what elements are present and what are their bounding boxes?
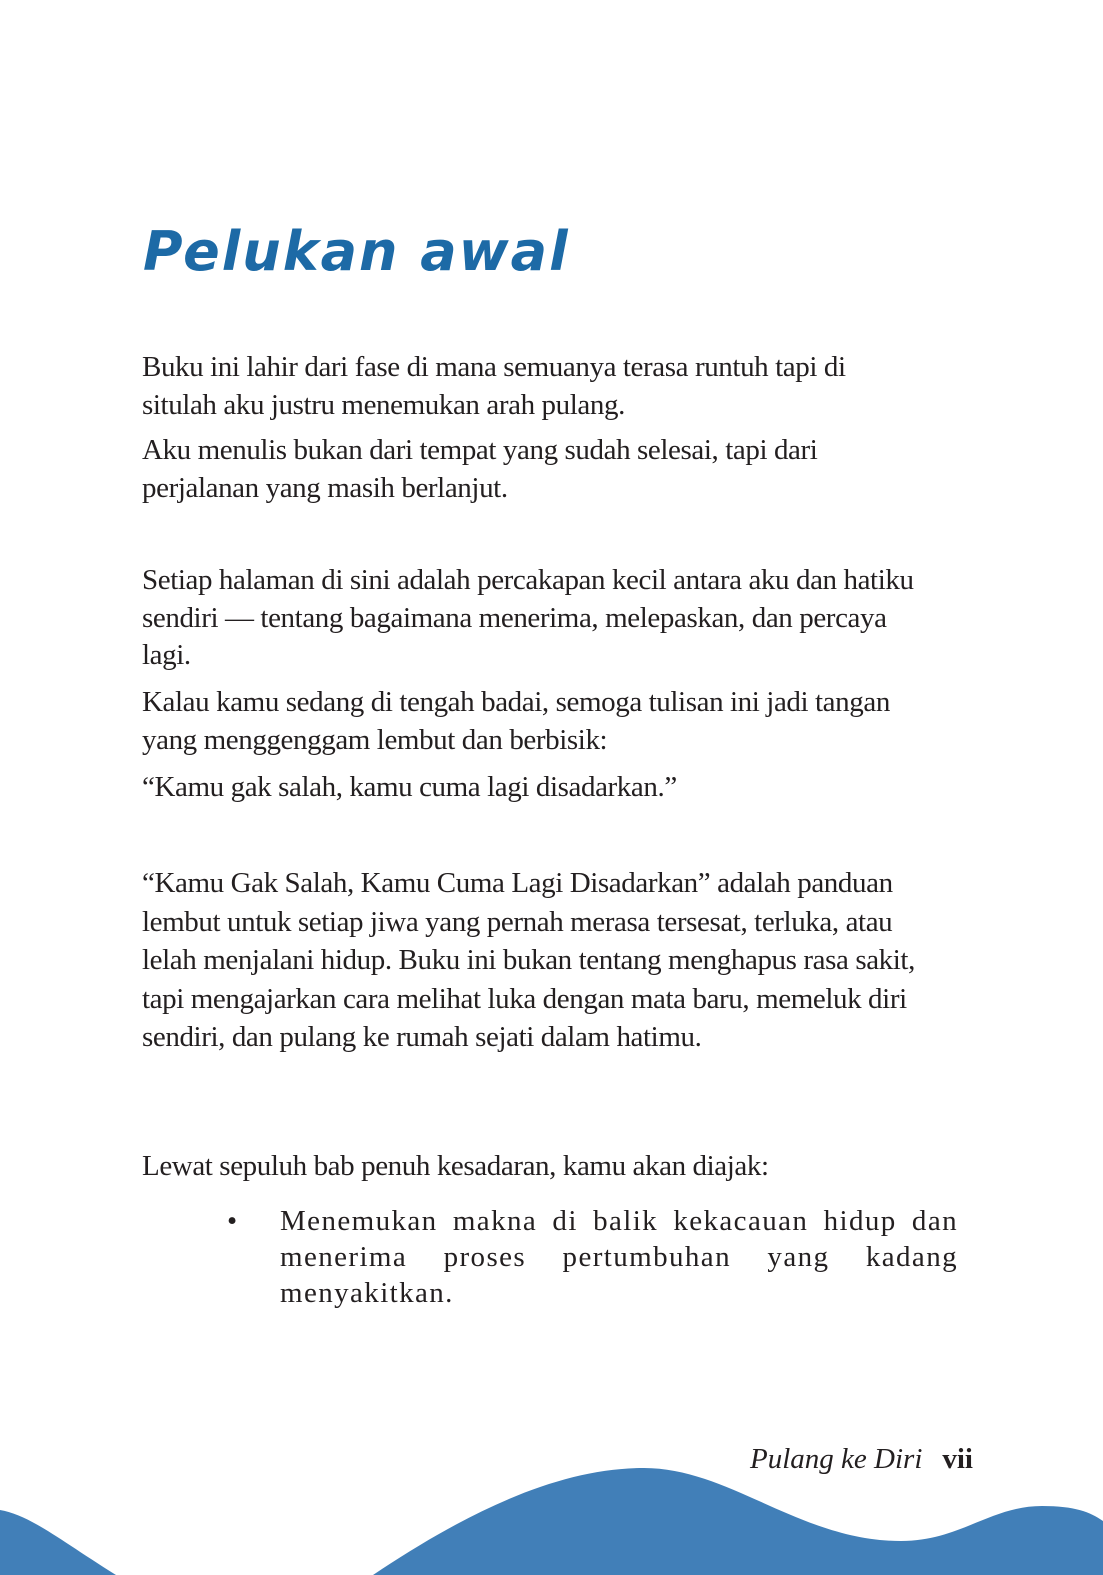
bullet-icon: • [227, 1205, 238, 1237]
page-number: vii [942, 1443, 973, 1475]
bullet-item: Menemukan makna di balik kekacauan hidup dan menerima proses pertumbuhan yang kadang menyakitkan. [280, 1205, 958, 1309]
wave-left [0, 1510, 116, 1575]
paragraph-3: Setiap halaman di sini adalah percakapan kecil antara aku dan hatiku sendiri — tentang bagaimana menerima, melepaskan, dan percaya lagi. [142, 564, 914, 671]
paragraph-1: Buku ini lahir dari fase di mana semuanya terasa runtuh tapi di situlah aku justru menemukan arah pulang. [142, 351, 846, 421]
paragraph-6: Lewat sepuluh bab penuh kesadaran, kamu akan diajak: [142, 1150, 769, 1182]
chapter-title: Pelukan awal [143, 220, 570, 283]
wave-right [373, 1468, 1103, 1575]
quote-line: “Kamu gak salah, kamu cuma lagi disadarkan.” [142, 771, 677, 803]
paragraph-2: Aku menulis bukan dari tempat yang sudah selesai, tapi dari perjalanan yang masih berlanjut. [142, 434, 818, 504]
paragraph-5: “Kamu Gak Salah, Kamu Cuma Lagi Disadarkan” adalah panduan lembut untuk setiap jiwa yang pernah merasa tersesat, terluka, atau lelah menjalani hidup. Buku ini bukan tentang menghapus rasa sakit, tapi mengajarkan cara melihat luka dengan mata baru, memeluk diri sendiri, dan pulang ke rumah sejati dalam hatimu. [142, 867, 915, 1054]
page-footer [750, 1443, 973, 1476]
paragraph-4: Kalau kamu sedang di tengah badai, semoga tulisan ini jadi tangan yang menggenggam lembut dan berbisik: [142, 686, 890, 756]
footer-book-title: Pulang ke Diri [750, 1443, 923, 1475]
